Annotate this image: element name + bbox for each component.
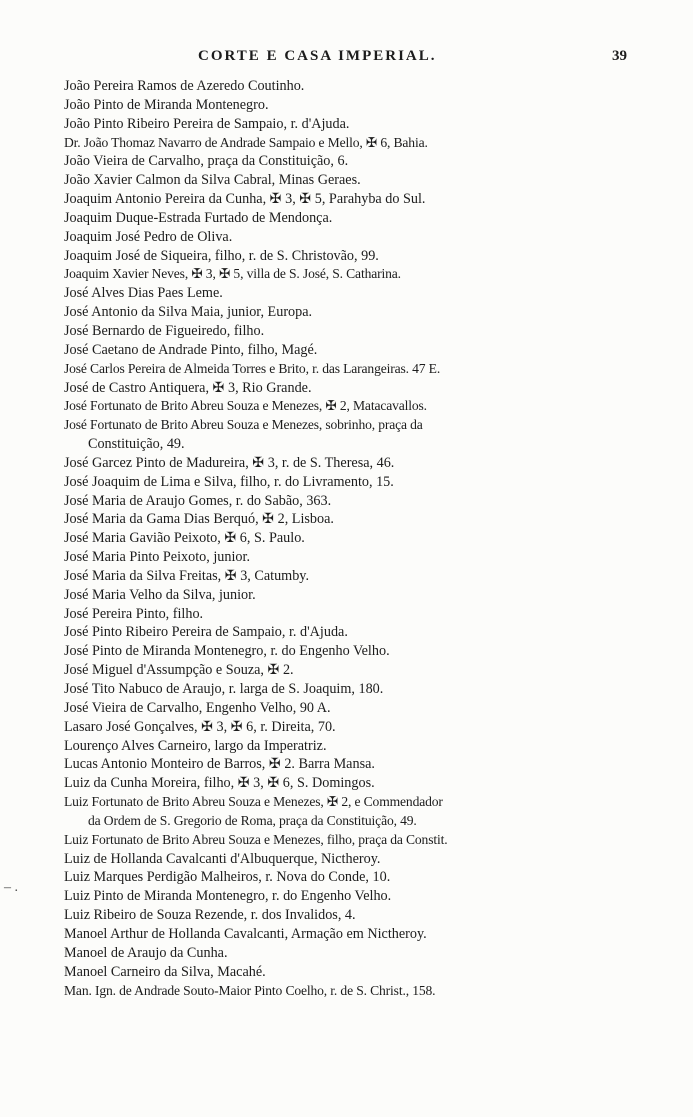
list-item: Joaquim José de Siqueira, filho, r. de S. Christovão, 99. [64, 247, 379, 264]
list-item: José Maria Pinto Peixoto, junior. [64, 549, 251, 566]
list-item: João Pinto de Miranda Montenegro. [64, 96, 269, 113]
list-item: José Maria da Silva Freitas, ✠ 3, Catumby. [64, 567, 310, 584]
list-item: José Pinto de Miranda Montenegro, r. do Engenho Velho. [64, 643, 390, 660]
list-item: Luiz Ribeiro de Souza Rezende, r. dos Invalidos, 4. [64, 907, 356, 924]
list-item: Joaquim Duque-Estrada Furtado de Mendonça. [64, 209, 333, 226]
list-item: João Xavier Calmon da Silva Cabral, Minas Geraes. [64, 172, 361, 189]
list-item: Lourenço Alves Carneiro, largo da Imperatriz. [64, 737, 327, 754]
list-item: José Fortunato de Brito Abreu Souza e Menezes, sobrinho, praça da [64, 417, 423, 433]
list-item: Man. Ign. de Andrade Souto-Maior Pinto Coelho, r. de S. Christ., 158. [64, 982, 436, 998]
list-item: José de Castro Antiquera, ✠ 3, Rio Grande. [64, 379, 312, 396]
list-item: Luiz Pinto de Miranda Montenegro, r. do Engenho Velho. [64, 888, 392, 905]
list-item-continuation: da Ordem de S. Gregorio de Roma, praça da Constituição, 49. [88, 812, 417, 828]
list-item: Manoel de Araujo da Cunha. [64, 944, 228, 961]
list-item: José Maria da Gama Dias Berquó, ✠ 2, Lisboa. [64, 511, 334, 528]
name-list [64, 77, 654, 1000]
list-item: João Pereira Ramos de Azeredo Coutinho. [64, 78, 305, 94]
list-item: José Fortunato de Brito Abreu Souza e Menezes, ✠ 2, Matacavallos. [64, 398, 427, 414]
list-item-continuation: Constituição, 49. [88, 436, 185, 453]
list-item: Luiz da Cunha Moreira, filho, ✠ 3, ✠ 6, S. Domingos. [64, 775, 375, 792]
list-item: Lasaro José Gonçalves, ✠ 3, ✠ 6, r. Direita, 70. [64, 718, 336, 735]
list-item: Luiz de Hollanda Cavalcanti d'Albuquerque, Nictheroy. [64, 850, 381, 867]
list-item: Joaquim Xavier Neves, ✠ 3, ✠ 5, villa de S. José, S. Catharina. [64, 266, 401, 282]
list-item: José Joaquim de Lima e Silva, filho, r. do Livramento, 15. [64, 473, 394, 490]
list-item: Luiz Marques Perdigão Malheiros, r. Nova do Conde, 10. [64, 869, 391, 886]
list-item: José Carlos Pereira de Almeida Torres e Brito, r. das Larangeiras. 47 E. [64, 360, 441, 376]
list-item: Manoel Carneiro da Silva, Macahé. [64, 963, 266, 980]
page-number: 39 [612, 48, 627, 64]
list-item: Lucas Antonio Monteiro de Barros, ✠ 2. Barra Mansa. [64, 756, 375, 773]
list-item: Joaquim José Pedro de Oliva. [64, 228, 233, 245]
list-item: João Vieira de Carvalho, praça da Constituição, 6. [64, 153, 349, 170]
list-item: José Maria Velho da Silva, junior. [64, 586, 256, 603]
list-item: Joaquim Antonio Pereira da Cunha, ✠ 3, ✠ 5, Parahyba do Sul. [64, 191, 426, 208]
list-item: José Vieira de Carvalho, Engenho Velho, 90 A. [64, 699, 331, 716]
list-item: José Pinto Ribeiro Pereira de Sampaio, r. d'Ajuda. [64, 624, 348, 641]
list-item: José Miguel d'Assumpção e Souza, ✠ 2. [64, 662, 294, 679]
list-item: José Pereira Pinto, filho. [64, 605, 204, 622]
list-item: Dr. João Thomaz Navarro de Andrade Sampaio e Mello, ✠ 6, Bahia. [64, 134, 428, 150]
list-item: Manoel Arthur de Hollanda Cavalcanti, Armação em Nictheroy. [64, 925, 427, 942]
list-item: José Antonio da Silva Maia, junior, Europa. [64, 304, 313, 321]
page-header [0, 46, 693, 70]
list-item: Luiz Fortunato de Brito Abreu Souza e Menezes, ✠ 2, e Commendador [64, 794, 443, 810]
margin-mark: – . [4, 880, 18, 895]
list-item: José Caetano de Andrade Pinto, filho, Magé. [64, 341, 318, 358]
list-item: João Pinto Ribeiro Pereira de Sampaio, r. d'Ajuda. [64, 115, 350, 132]
list-item: José Maria de Araujo Gomes, r. do Sabão, 363. [64, 492, 332, 509]
list-item: Luiz Fortunato de Brito Abreu Souza e Menezes, filho, praça da Constit. [64, 831, 448, 847]
list-item: José Tito Nabuco de Araujo, r. larga de S. Joaquim, 180. [64, 681, 384, 697]
list-item: José Alves Dias Paes Leme. [64, 285, 223, 302]
list-item: José Bernardo de Figueiredo, filho. [64, 322, 265, 339]
list-item: José Maria Gavião Peixoto, ✠ 6, S. Paulo. [64, 530, 305, 547]
running-title: CORTE E CASA IMPERIAL. [198, 48, 437, 64]
list-item: José Garcez Pinto de Madureira, ✠ 3, r. de S. Theresa, 46. [64, 454, 395, 471]
